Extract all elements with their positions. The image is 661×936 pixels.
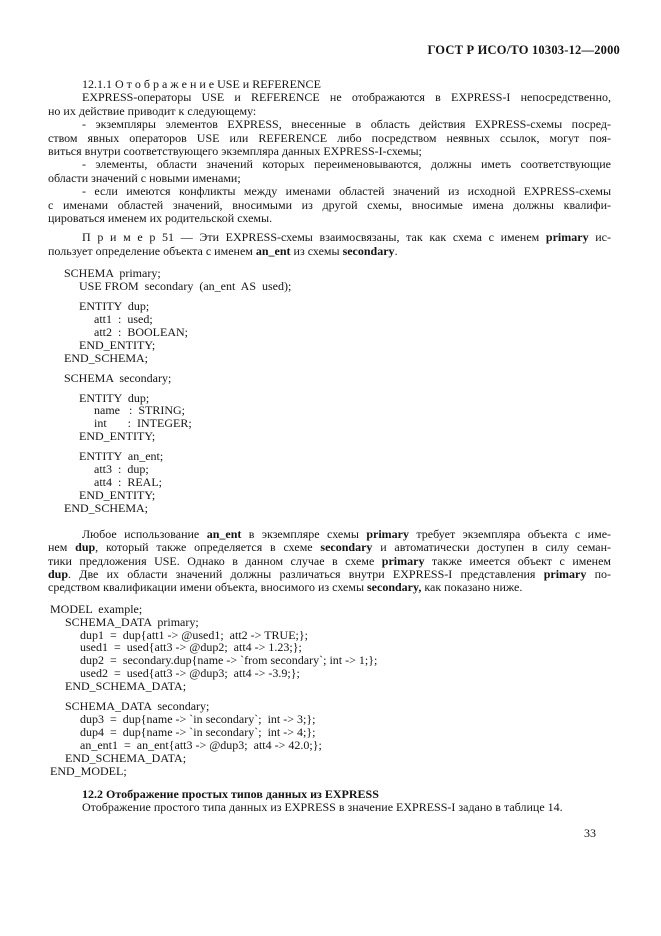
bold-term: secondary: [342, 243, 395, 258]
code-line: int : INTEGER;: [94, 416, 192, 431]
text-line: [48, 788, 611, 801]
code-line: END_ENTITY;: [79, 429, 156, 444]
code-line: ENTITY dup;: [79, 299, 150, 314]
code-line: END_ENTITY;: [79, 337, 156, 352]
bold-term: dup: [48, 566, 69, 581]
bold-term: primary: [381, 553, 425, 568]
text-line: тики предложения USE. Однако в данном случае в схеме primary также имеется объект с именем: [48, 553, 611, 568]
running-header: ГОСТ Р ИСО/ТО 10303-12—2000: [427, 43, 620, 57]
code-line: att3 : dup;: [94, 462, 149, 477]
document-content: [48, 78, 611, 814]
code-line: dup4 = dup{name -> `in secondary`; int -> 4;};: [80, 724, 316, 739]
text-line: области значений с новыми именами;: [48, 170, 241, 185]
code-line: att4 : REAL;: [94, 474, 162, 489]
bold-term: an_ent: [206, 526, 242, 541]
paragraph-bullet-3: [48, 185, 611, 225]
code-line: used1 = used{att3 -> @dup2; att4 -> 1.23;};: [80, 640, 302, 655]
bold-term: 12.2 Отображение простых типов данных из EXPRESS: [82, 786, 379, 801]
bold-term: an_ent: [255, 243, 291, 258]
text-line: 12.1.1 О т о б р а ж е н и е USE и REFERENCE: [82, 77, 321, 91]
code-line: an_ent1 = an_ent{att3 -> @dup3; att4 -> 42.0;};: [80, 737, 322, 752]
code-line: END_SCHEMA_DATA;: [65, 750, 187, 765]
bold-term: primary: [545, 230, 589, 245]
text-line: Любое использование an_ent в экземпляре схемы primary требует экземпляра объекта с име-: [82, 526, 612, 541]
paragraph-bullet-1: [48, 118, 611, 158]
code-line: ENTITY dup;: [79, 390, 150, 405]
code-line: END_ENTITY;: [79, 487, 156, 502]
code-block-express-i-model: [48, 603, 611, 778]
text-line: средством квалификации имени объекта, вносимого из схемы secondary, как показано ниже.: [48, 580, 523, 595]
code-line: SCHEMA_DATA secondary;: [65, 699, 210, 714]
bold-term: primary: [543, 566, 587, 581]
bold-term: dup: [75, 540, 96, 555]
text-line: - экземпляры элементов EXPRESS, внесенные в область действия EXPRESS-схемы посред-: [82, 117, 611, 132]
code-line: END_MODEL;: [50, 763, 127, 778]
text-line: пользует определение объекта с именем an_ent из схемы secondary.: [48, 243, 398, 258]
section-heading-12-1-1: [48, 78, 611, 91]
text-line: нем dup, который также определяется в схеме secondary и автоматически доступен в силу семан-: [48, 540, 612, 555]
paragraph-intro: [48, 91, 611, 118]
section-heading-12-2: [48, 788, 611, 801]
paragraph-mapping-note: [48, 801, 611, 814]
code-line: MODEL example;: [50, 601, 143, 616]
text-line: - элементы, области значений которых переименовываются, должны иметь соответствующие: [82, 157, 611, 172]
page-number: 33: [584, 826, 596, 840]
text-line: с именами областей значений, вносимыми из другой схемы, вносимые имена должны квалифи-: [48, 197, 611, 212]
text-line: ством явных операторов USE или REFERENCE либо посредством неявных ссылок, могут поя-: [48, 130, 611, 145]
paragraph-example-51: [48, 231, 611, 258]
code-line: ENTITY an_ent;: [79, 449, 164, 464]
code-line: att1 : used;: [94, 312, 153, 326]
code-block-express-schemas: [48, 267, 611, 514]
paragraph-usage-explanation: [48, 528, 611, 595]
code-line: dup1 = dup{att1 -> @used1; att2 -> TRUE;};: [80, 627, 308, 642]
paragraph-bullet-2: [48, 158, 611, 185]
bold-term: primary: [366, 526, 409, 541]
code-line: SCHEMA_DATA primary;: [65, 614, 199, 629]
code-line: SCHEMA secondary;: [64, 370, 172, 385]
code-line: att2 : BOOLEAN;: [94, 324, 188, 339]
code-line: SCHEMA primary;: [64, 266, 161, 281]
bold-term: secondary,: [367, 580, 422, 595]
text-line: Отображение простого типа данных из EXPRESS в значение EXPRESS-I задано в таблице 14.: [82, 799, 563, 814]
text-line: П р и м е р 51 — Эти EXPRESS-схемы взаимосвязаны, так как схема с именем primary ис-: [82, 230, 611, 245]
text-line: EXPRESS-операторы USE и REFERENCE не отображаются в EXPRESS-I непосредственно,: [82, 90, 611, 105]
text-line: виться внутри соответствующего экземпляра данных EXPRESS-I-схемы;: [48, 144, 422, 159]
bold-term: secondary: [320, 540, 373, 555]
code-line: name : STRING;: [94, 403, 185, 418]
code-line: dup3 = dup{name -> `in secondary`; int -> 3;};: [80, 711, 316, 726]
code-line: END_SCHEMA;: [64, 350, 149, 365]
code-line: dup2 = secondary.dup{name -> `from secondary`; int -> 1;};: [80, 653, 378, 668]
code-line: USE FROM secondary (an_ent AS used);: [79, 279, 292, 294]
code-line: used2 = used{att3 -> @dup3; att4 -> -3.9;};: [80, 666, 300, 681]
code-line: END_SCHEMA_DATA;: [65, 679, 187, 694]
text-line: dup. Две их области значений должны различаться внутри EXPRESS-I представления primary по-: [48, 566, 612, 581]
code-line: END_SCHEMA;: [64, 500, 149, 515]
text-line: цироваться именем их родительской схемы.: [48, 211, 273, 226]
text-line: - если имеются конфликты между именами областей значений из исходной EXPRESS-схемы: [82, 184, 611, 199]
text-line: но их действие приводит к следующему:: [48, 103, 257, 118]
